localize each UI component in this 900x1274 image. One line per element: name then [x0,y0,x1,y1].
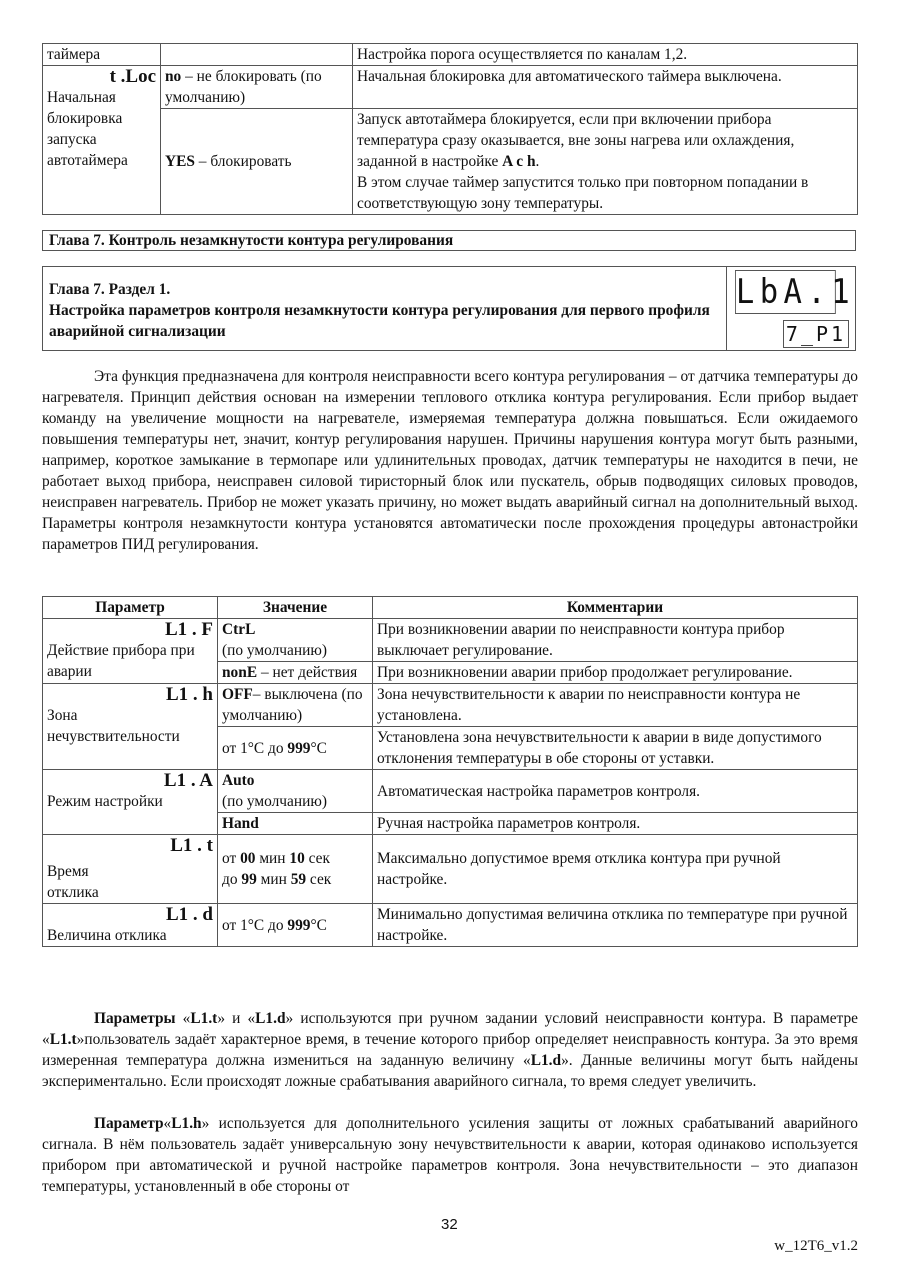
header-comment: Комментарии [373,597,858,619]
param-name: Время отклика [47,863,99,901]
deadband-paragraph [42,1113,858,1197]
chapter-heading: Глава 7. Контроль незамкнутости контура регулирования [42,230,856,251]
value-desc: (по умолчанию) [222,642,327,659]
comment-text: Запуск автотаймера блокируется, если при включении прибора температура сразу оказывается, вне зоны нагрева или охлаждения, заданной в настройке [357,111,795,170]
param-cell [43,904,218,947]
value-cell [218,619,373,662]
comment-cell: Зона нечувствительности к аварии по неисправности контура не установлена. [373,684,858,727]
value-cell [218,662,373,684]
text: » используются при ручном задании условий неисправности контура. В параметре « [42,1010,859,1048]
param-code: t .Loc [109,66,156,87]
text: » и « [217,1010,256,1027]
parameter-table [42,596,858,947]
param-name: Зона нечувствительности [47,707,180,745]
bold-text: Параметр [94,1115,164,1132]
comment-cell: Ручная настройка параметров контроля. [373,813,858,835]
param-cell [43,770,218,835]
section-heading [42,266,856,351]
section-title-line1: Глава 7. Раздел 1. [49,281,171,298]
param-ref: L1.d [255,1010,286,1027]
text: ». Данные величины могут быть найдены экспериментально. Если происходят ложные срабатывания аварийного сигнала, то время следует увеличить. [42,1052,858,1090]
timer-lock-table [42,43,858,215]
value-code: OFF [222,686,253,703]
value-number: 99 [241,871,257,888]
value-cell [218,727,373,770]
param-code: L1 . d [166,904,213,925]
table-header-row [43,597,858,619]
param-cell [43,684,218,770]
comment-text: В этом случае таймер запустится только при повторном попадании в соответствующую зону температуры. [357,174,809,212]
text: « [163,1115,172,1132]
text: » используется для дополнительного усиления защиты от ложных срабатываний аварийного сигнала. В нём пользователь задаёт универсальную зону нечувствительности к аварии, которая одинаково используется прибором при автоматической и ручной настройке параметров контроля. Зона нечувствительности – это диапазон температуры, установленный в обе стороны от [42,1115,858,1195]
value-number: 999 [287,916,311,934]
display-cell [726,267,855,350]
table-row [43,619,858,662]
comment-cell: Автоматическая настройка параметров контроля. [373,770,858,813]
value-cell [218,770,373,813]
value-number: 00 [240,850,256,867]
bold-text: Параметры [94,1010,176,1027]
param-code: L1 . h [166,684,213,705]
text: « [175,1010,191,1027]
value-code: Hand [222,815,259,832]
param-name: Действие прибора при аварии [47,642,195,680]
value-cell [218,684,373,727]
value-cell [218,813,373,835]
table-row [43,835,858,904]
manual-params-paragraph [42,1008,858,1092]
value-cell [161,66,353,109]
param-ref: L1.d [530,1052,562,1069]
value-cell [218,835,373,904]
header-param: Параметр [43,597,218,619]
text: »пользователь задаёт характерное время, в течение которого прибор определяет неисправность контура. За это время измеренная температура должна измениться на заданную величину « [42,1031,858,1069]
value-desc: – выключена (по умолчанию) [222,686,363,724]
value-number: 10 [289,850,305,867]
comment-cell: Начальная блокировка для автоматического таймера выключена. [353,66,858,109]
value-cell [161,44,353,66]
param-name: Режим настройки [47,793,163,810]
comment-cell: Настройка порога осуществляется по каналам 1,2. [353,44,858,66]
section-title-line2: Настройка параметров контроля незамкнутости контура регулирования для первого профиля аварийной сигнализации [49,302,710,340]
value-text: сек [304,850,330,867]
value-desc: (по умолчанию) [222,793,327,810]
lcd-main-display: LbA.1 [735,272,856,312]
comment-cell: При возникновении аварии по неисправности контура прибор выключает регулирование. [373,619,858,662]
param-name: Начальная блокировка запуска автотаймера [47,89,128,169]
value-cell [161,109,353,215]
value-desc: – не блокировать (по умолчанию) [165,68,322,106]
value-code: nonE [222,664,258,681]
value-desc: – блокировать [194,153,292,170]
value-number: 999 [287,739,311,757]
table-row [43,684,858,727]
value-text: от [222,850,241,867]
param-code: L1 . A [163,770,213,791]
comment-cell: Установлена зона нечувствительности к аварии в виде допустимого отклонения температуры в обе стороны от уставки. [373,727,858,770]
table-row [43,109,858,215]
value-cell [218,904,373,947]
param-cell [43,835,218,904]
param-ref: L1.t [49,1031,77,1048]
value-text: °C [310,739,327,757]
value-code: Auto [222,772,255,789]
value-text: мин [256,871,291,888]
document-code: w_12T6_v1.2 [774,1238,858,1254]
comment-cell: При возникновении аварии прибор продолжает регулирование. [373,662,858,684]
value-text: °C [310,916,327,934]
param-code: L1 . F [164,619,213,640]
table-row [43,44,858,66]
value-number: 59 [290,871,307,888]
param-code: L1 . t [170,835,213,856]
value-code: CtrL [222,621,256,638]
table-row [43,904,858,947]
param-cell [43,66,161,215]
paragraph-text: Эта функция предназначена для контроля неисправности всего контура регулирования – от датчика температуры до нагревателя. Принцип действия основан на измерении теплового отклика контура регулирования. Если прибор выдает команду на увеличение мощности на нагревателе, измеряемая температура должна повышаться. Если ожидаемого повышения температуры нет, значит, контур регулирования нарушен. Причины нарушения контура могут быть разными, например, короткое замыкание в термопаре или удлинительных проводах, датчик температуры не находится в печи, не работает выход прибора, неисправен силовой тиристорный блок или пускатель, обрыв подводящих силовых проводов, неисправен нагреватель. Прибор не может указать причину, но может выдать аварийный сигнал на дополнительный выход. Параметры контроля незамкнутости контура установятся автоматически после прохождения процедуры автонастройки параметров ПИД регулирования. [42,368,858,553]
header-value: Значение [218,597,373,619]
param-ref: L1.t [190,1010,218,1027]
value-text: от 1°C до [222,916,288,934]
param-cell [43,619,218,684]
value-code: YES [165,153,195,170]
param-cell: таймера [43,44,161,66]
comment-cell: Минимально допустимая величина отклика по температуре при ручной настройке. [373,904,858,947]
param-ref: L1.h [171,1115,202,1132]
value-text: от 1°C до [222,739,288,757]
comment-cell [353,109,858,215]
value-text: до [222,871,242,888]
comment-cell: Максимально допустимое время отклика контура при ручной настройке. [373,835,858,904]
table-row [43,770,858,813]
value-text: сек [306,871,332,888]
param-name: Величина отклика [47,927,167,944]
comment-text: . [535,153,540,170]
lcd-sub-display: 7_P1 [783,320,849,348]
comment-code: A c h [502,153,536,170]
page-number: 32 [441,1216,458,1233]
intro-paragraph [42,366,858,555]
table-row [43,66,858,109]
value-code: no [165,68,182,85]
value-text: мин [255,850,290,867]
value-desc: – нет действия [257,664,358,681]
